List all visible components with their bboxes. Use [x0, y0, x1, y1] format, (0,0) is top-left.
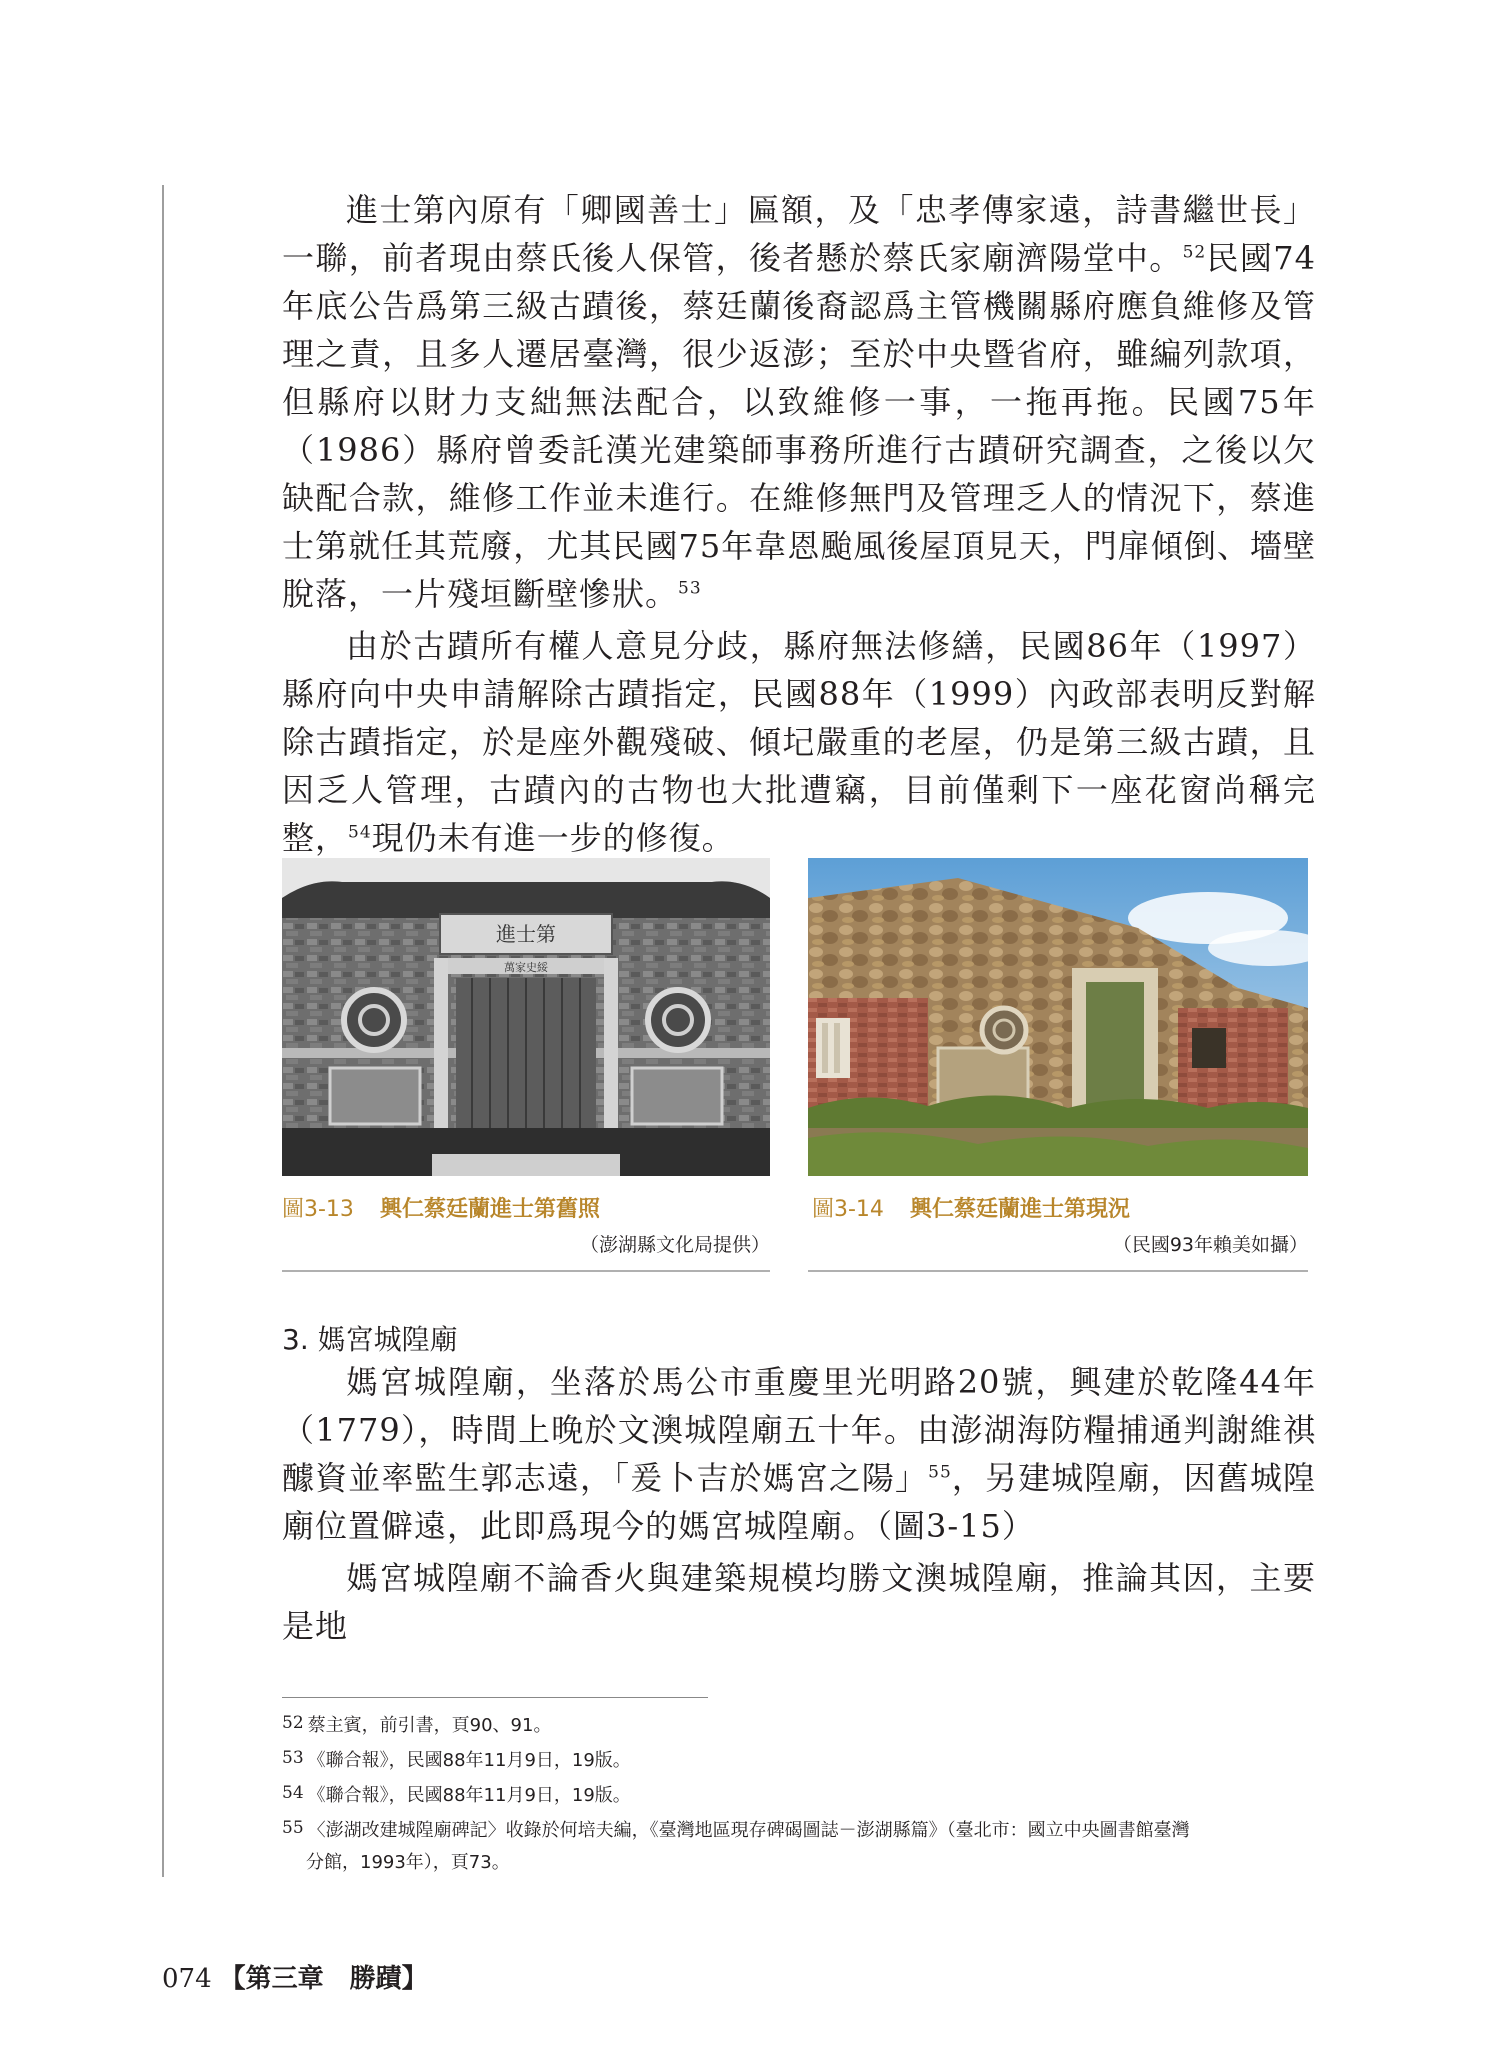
figure-3-14-rule [808, 1270, 1308, 1272]
footnote-ref: 52 [1182, 242, 1207, 263]
figure-3-14-label: 圖3-14 [812, 1197, 884, 1222]
footnote-number: 55 [282, 1818, 304, 1838]
figure-3-13-credit: （澎湖縣文化局提供） [579, 1234, 770, 1256]
body-text-bottom [282, 1358, 1316, 1654]
footnote-number: 54 [282, 1783, 304, 1803]
figure-3-13-caption [282, 1192, 600, 1223]
paragraph-text: 由於古蹟所有權人意見分歧，縣府無法修繕，民國86年（1997）縣府向中央申請解除古蹟指定，民國88年（1999）內政部表明反對解除古蹟指定，於是座外觀殘破、傾圮嚴重的老屋，仍是第三級古蹟，且因乏人管理，古蹟內的古物也大批遭竊，目前僅剩下一座花窗尚稱完整， [282, 627, 1316, 857]
chapter-label: 【第三章 勝蹟】 [219, 1964, 428, 1994]
figure-3-14-photo [808, 858, 1308, 1176]
figure-3-13-title: 興仁蔡廷蘭進士第舊照 [379, 1197, 600, 1222]
footnote-item [282, 1812, 1322, 1879]
plaque-text: 進士第 [496, 922, 556, 946]
footnote-item [282, 1707, 1322, 1742]
page-footer [162, 1958, 428, 1995]
footnote-continuation: 分館，1993年），頁73。 [306, 1852, 510, 1873]
footnote-ref: 54 [348, 822, 372, 843]
left-margin-rule [162, 185, 164, 1877]
footnote-item [282, 1777, 1322, 1812]
paragraph-text: 民國74年底公告爲第三級古蹟後，蔡廷蘭後裔認爲主管機關縣府應負維修及管理之責，且多人遷居臺灣，很少返澎；至於中央暨省府，雖編列款項，但縣府以財力支絀無法配合，以致維修一事，一拖再拖。民國75年（1986）縣府曾委託漢光建築師事務所進行古蹟研究調查，之後以欠缺配合款，維修工作並未進行。在維修無門及管理乏人的情況下，蔡進士第就任其荒廢，尤其民國75年韋恩颱風後屋頂見天，門扉傾倒、墻壁脫落，一片殘垣斷壁慘狀。 [282, 239, 1316, 613]
paragraph [282, 1358, 1316, 1550]
paragraph [282, 622, 1316, 862]
footnote-divider [282, 1697, 708, 1698]
paragraph-text: 媽宮城隍廟，坐落於馬公市重慶里光明路20號，興建於乾隆44年（1779），時間上晚於文澳城隍廟五十年。由澎湖海防糧捕通判謝維祺醵資並率監生郭志遠，「爰卜吉於媽宮之陽」 [282, 1363, 1316, 1497]
footnote-item [282, 1742, 1322, 1777]
footnote-ref: 53 [678, 578, 702, 599]
section-heading: 3. 媽宮城隍廟 [282, 1323, 458, 1356]
paragraph-text: 進士第內原有「卿國善士」匾額，及「忠孝傳家遠，詩書繼世長」一聯，前者現由蔡氏後人保管，後者懸於蔡氏家廟濟陽堂中。 [282, 191, 1316, 277]
figure-3-14-title: 興仁蔡廷蘭進士第現況 [909, 1197, 1130, 1222]
figure-3-14-credit: （民國93年賴美如攝） [1112, 1234, 1308, 1256]
figure-3-13-label: 圖3-13 [282, 1197, 354, 1222]
footnotes [282, 1707, 1322, 1879]
figure-3-14-caption [812, 1192, 1130, 1223]
paragraph [282, 1554, 1316, 1650]
footnote-text: 《聯合報》，民國88年11月9日，19版。 [307, 1750, 631, 1771]
footnote-text: 蔡主賓，前引書，頁90、91。 [307, 1715, 552, 1736]
paragraph [282, 186, 1316, 618]
footnote-number: 52 [282, 1713, 304, 1733]
footnote-text: 《聯合報》，民國88年11月9日，19版。 [307, 1785, 631, 1806]
figure-3-13-photo [282, 858, 770, 1176]
lintel-text: 萬家史綏 [504, 961, 548, 974]
body-text-top [282, 186, 1316, 866]
figure-3-13-rule [282, 1270, 770, 1272]
footnote-text: 〈澎湖改建城隍廟碑記〉收錄於何培夫編，《臺灣地區現存碑碣圖誌－澎湖縣篇》（臺北市：國立中央圖書館臺灣 [307, 1820, 1190, 1841]
footnote-ref: 55 [928, 1462, 952, 1483]
paragraph-text: 媽宮城隍廟不論香火與建築規模均勝文澳城隍廟，推論其因，主要是地 [282, 1559, 1316, 1645]
paragraph-text: ，另建城隍廟，因舊城隍廟位置僻遠，此即爲現今的媽宮城隍廟。（圖3-15） [282, 1459, 1316, 1545]
page-number: 074 [162, 1964, 212, 1994]
footnote-number: 53 [282, 1748, 304, 1768]
paragraph-text: 現仍未有進一步的修復。 [371, 819, 735, 857]
